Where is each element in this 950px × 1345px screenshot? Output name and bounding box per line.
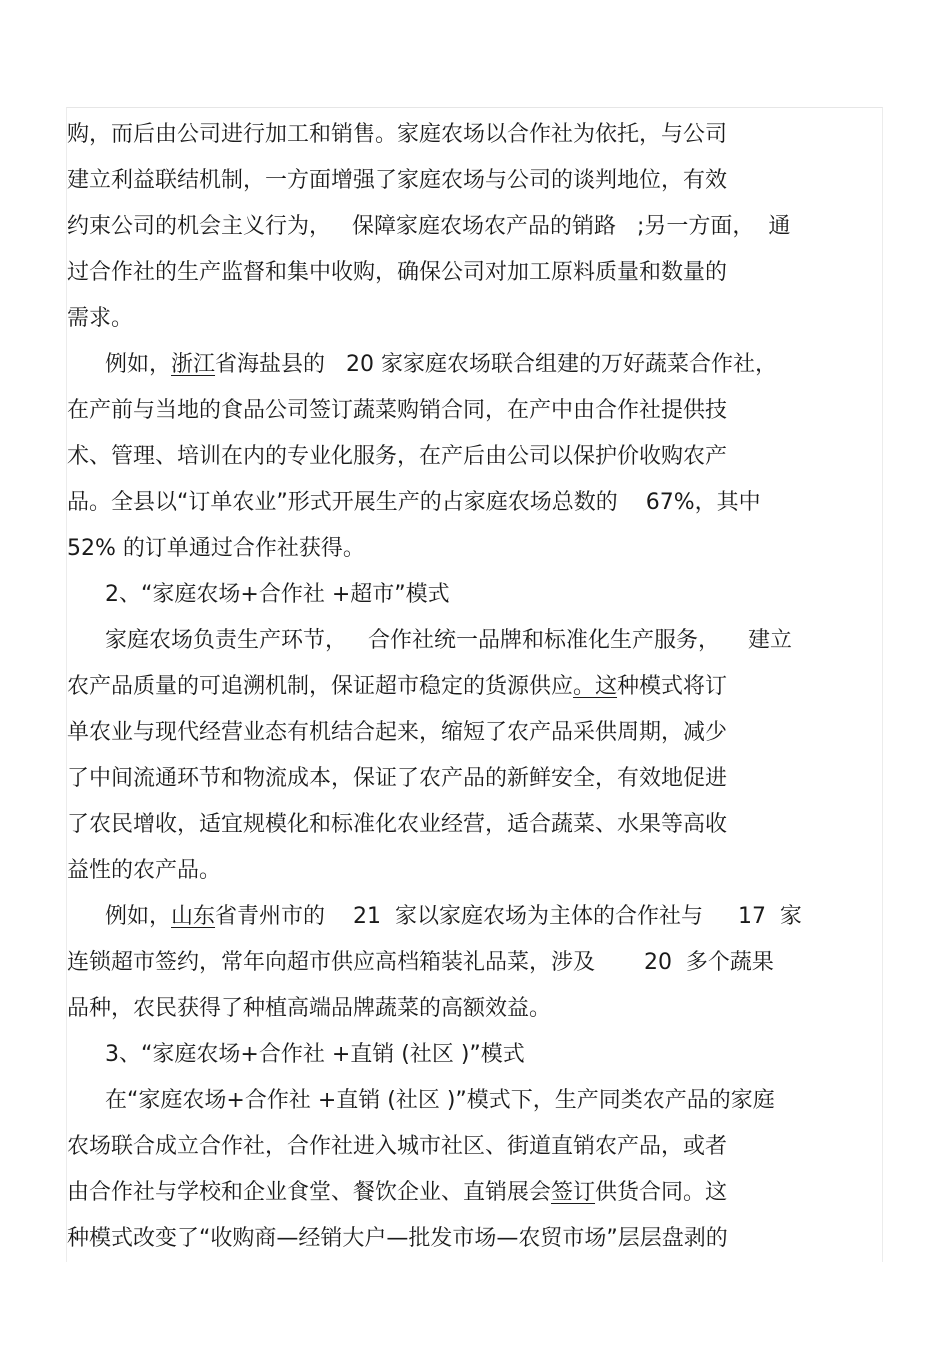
text-segment: 购，而后由公司进行加工和销售。家庭农场以合作社为依托，与公司 [67,122,728,147]
text-segment: 农产品质量的可追溯机制，保证超市稳定的货源供应 [67,674,574,699]
text-line [67,802,883,848]
text-segment: 了农民增收，适宜规模化和标准化农业经营，适合蔬菜、水果等高收 [67,812,728,837]
text-segment: 3、“家庭农场+合作社 +直销 (社区 )”模式 [105,1042,525,1067]
text-line [67,480,883,526]
underlined-text: 签订 [551,1180,596,1205]
text-line [67,250,883,296]
text-line [67,388,883,434]
text-segment: 家庭农场负责生产环节， 合作社统一品牌和标准化生产服务， 建立 [105,628,792,653]
text-line [67,1170,883,1216]
text-segment: 农场联合成立合作社，合作社进入城市社区、街道直销农产品，或者 [67,1134,728,1159]
text-segment: 连锁超市签约，常年向超市供应高档箱装礼品菜，涉及 20 多个蔬果 [67,950,774,975]
text-line [67,710,883,756]
text-line [67,1124,883,1170]
document-body [67,112,883,1262]
text-line [67,664,883,710]
text-line [67,940,883,986]
text-segment: 过合作社的生产监督和集中收购，确保公司对加工原料质量和数量的 [67,260,728,285]
text-segment: 在产前与当地的食品公司签订蔬菜购销合同，在产中由合作社提供技 [67,398,728,423]
text-line [67,894,883,940]
text-segment: 需求。 [67,306,134,331]
text-segment: 由合作社与学校和企业食堂、餐饮企业、直销展会 [67,1180,552,1205]
text-segment: 品。全县以“订单农业”形式开展生产的占家庭农场总数的 67%，其中 [67,490,761,515]
underlined-text: 。这 [573,674,618,699]
text-segment: 术、管理、培训在内的专业化服务，在产后由公司以保护价收购农产 [67,444,728,469]
text-line [67,526,883,572]
text-line [67,986,883,1032]
text-line [67,434,883,480]
text-segment: 52% 的订单通过合作社获得。 [67,536,365,561]
text-line [67,848,883,894]
text-line [67,756,883,802]
text-line [67,204,883,250]
text-segment: 例如， [105,352,172,377]
text-line [67,342,883,388]
underlined-text: 浙江 [171,352,216,377]
text-line [67,112,883,158]
text-segment: 在“家庭农场+合作社 +直销 (社区 )”模式下，生产同类农产品的家庭 [105,1088,775,1113]
underlined-text: 山东 [171,904,216,929]
text-segment: 省海盐县的 20 家家庭农场联合组建的万好蔬菜合作社， [215,352,777,377]
text-line [67,158,883,204]
text-segment: 益性的农产品。 [67,858,222,883]
text-segment: 种模式改变了“收购商—经销大户—批发市场—农贸市场”层层盘剥的 [67,1226,728,1251]
text-segment: 品种，农民获得了种植高端品牌蔬菜的高额效益。 [67,996,552,1021]
text-segment: 种模式将订 [617,674,728,699]
text-segment: 2、“家庭农场+合作社 +超市”模式 [105,582,450,607]
text-segment: 了中间流通环节和物流成本，保证了农产品的新鲜安全，有效地促进 [67,766,728,791]
text-line [67,618,883,664]
text-segment: 例如， [105,904,172,929]
text-line [67,572,883,618]
text-segment: 约束公司的机会主义行为， 保障家庭农场农产品的销路 ;另一方面， 通 [67,214,791,239]
text-line [67,1032,883,1078]
text-segment: 建立利益联结机制，一方面增强了家庭农场与公司的谈判地位，有效 [67,168,728,193]
text-line [67,1078,883,1124]
text-line [67,296,883,342]
text-segment: 省青州市的 21 家以家庭农场为主体的合作社与 17 家 [215,904,802,929]
text-segment: 供货合同。这 [595,1180,728,1205]
text-line [67,1216,883,1262]
text-segment: 单农业与现代经营业态有机结合起来，缩短了农产品采供周期，减少 [67,720,728,745]
